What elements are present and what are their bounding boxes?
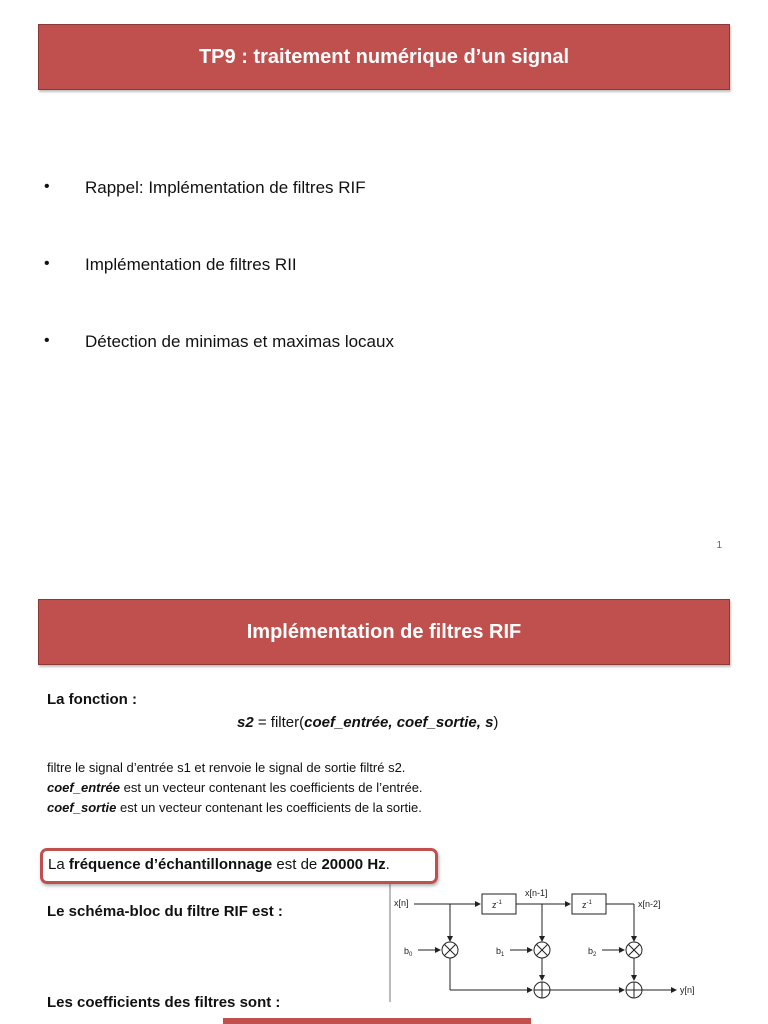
bullet-text: Implémentation de filtres RII — [85, 255, 297, 274]
schema-bloc-label: Le schéma-bloc du filtre RIF est : — [47, 903, 283, 920]
description-text: est un vecteur contenant les coefficients de l’entrée. — [119, 780, 423, 795]
diagram-label-xn1: x[n-1] — [525, 888, 548, 898]
formula-arg-coef-sortie: coef_sortie — [396, 714, 477, 731]
coef-label-b2: $b_2$ — [588, 946, 597, 958]
freq-text: La — [48, 856, 69, 873]
formula-comma: , — [388, 714, 397, 731]
slide-2-title-banner — [38, 599, 730, 665]
fir-block-diagram — [388, 884, 704, 1002]
adder-2 — [626, 982, 642, 998]
formula-call: = filter( — [253, 714, 305, 731]
diagram-label-xn: x[n] — [394, 898, 409, 908]
sampling-frequency-text — [48, 856, 390, 873]
bullet-list — [44, 178, 394, 409]
description-line-3 — [47, 800, 422, 815]
diagram-label-yn: y[n] — [680, 985, 695, 995]
la-fonction-label: La fonction : — [47, 691, 137, 708]
coef-label-b1: $b_1$ — [496, 946, 505, 958]
description-term: coef_entrée — [47, 780, 120, 795]
slide-2-title: Implémentation de filtres RIF — [246, 620, 522, 643]
filter-formula — [237, 714, 498, 731]
coef-label-b0: $b_0$ — [404, 946, 413, 958]
formula-comma: , — [476, 714, 486, 731]
description-line-2 — [47, 780, 423, 795]
delay-label-2: $z^{-1}$ — [582, 900, 592, 910]
bullet-item — [44, 178, 394, 255]
slide-2 — [0, 572, 768, 1024]
freq-text: est de — [272, 856, 322, 873]
formula-close: ) — [493, 714, 499, 731]
description-line-1: filtre le signal d’entrée s1 et renvoie le signal de sortie filtré s2. — [47, 760, 406, 775]
next-banner-edge — [223, 1018, 531, 1024]
freq-text: . — [385, 856, 390, 873]
multiplier-2 — [626, 942, 642, 958]
formula-output: s2 — [237, 714, 254, 731]
bullet-item — [44, 255, 394, 332]
coefficients-label: Les coefficients des filtres sont : — [47, 994, 281, 1011]
slide-1-title: TP9 : traitement numérique d’un signal — [198, 45, 570, 68]
adder-1 — [534, 982, 550, 998]
multiplier-0 — [442, 942, 458, 958]
bullet-text: Détection de minimas et maximas locaux — [85, 332, 394, 351]
freq-value: 20000 Hz — [321, 856, 386, 873]
description-text: est un vecteur contenant les coefficients de la sortie. — [116, 800, 422, 815]
bullet-item — [44, 332, 394, 409]
bullet-dot: • — [44, 332, 50, 349]
description-term: coef_sortie — [47, 800, 117, 815]
slide-1-title-banner — [38, 24, 730, 90]
formula-arg-coef-entree: coef_entrée — [304, 714, 389, 731]
delay-label-1: $z^{-1}$ — [492, 900, 502, 910]
freq-term: fréquence d’échantillonnage — [68, 856, 273, 873]
bullet-text: Rappel: Implémentation de filtres RIF — [85, 178, 366, 197]
multiplier-1 — [534, 942, 550, 958]
bullet-dot: • — [44, 178, 50, 195]
page-number: 1 — [716, 540, 722, 551]
bullet-dot: • — [44, 255, 50, 272]
formula-arg-s: s — [485, 714, 494, 731]
diagram-label-xn2: x[n-2] — [638, 899, 661, 909]
